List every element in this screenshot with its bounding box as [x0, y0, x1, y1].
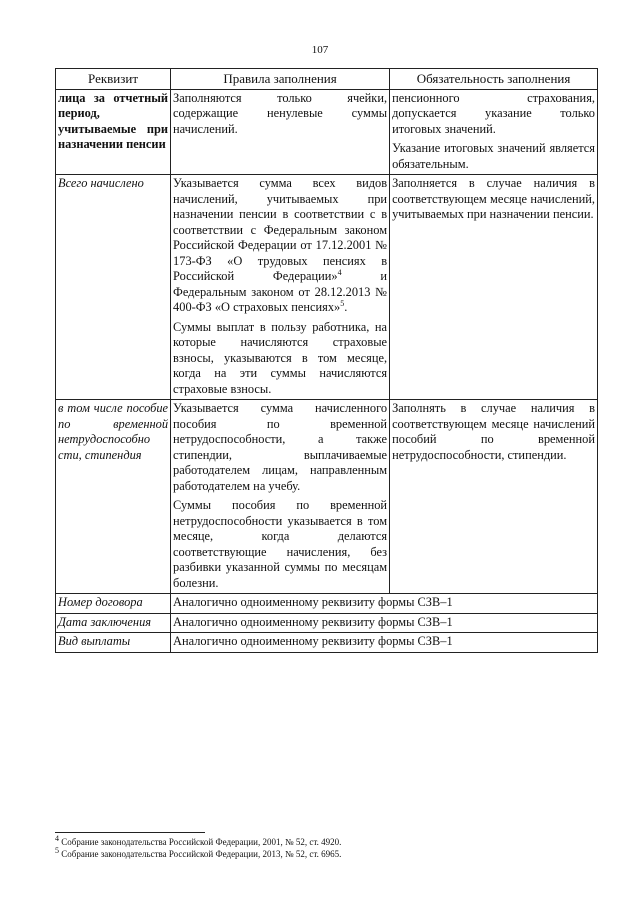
- required-cell: Заполняется в случае наличия в соответствующем месяце начислений, учитываемых при назначении пенсии.: [390, 175, 598, 400]
- footnotes: [55, 836, 595, 860]
- table-row: [56, 175, 598, 400]
- rules-cell: Аналогично одноименному реквизиту формы СЗВ–1: [171, 594, 598, 614]
- header-required: Обязательность заполнения: [390, 69, 598, 90]
- rules-cell: Аналогично одноименному реквизиту формы СЗВ–1: [171, 633, 598, 653]
- requisite-name: в том числе пособие по временной нетрудоспособно сти, стипендия: [56, 400, 171, 594]
- footnote-ref: 5: [340, 298, 345, 308]
- requisite-name: Вид выплаты: [56, 633, 171, 653]
- table-header-row: [56, 69, 598, 90]
- rules-text: Суммы пособия по временной нетрудоспособности указывается в том месяце, когда делаются соответствующие начисления, без разбивки указанной суммы по месяцам болезни.: [173, 498, 388, 590]
- rules-cell: Аналогично одноименному реквизиту формы СЗВ–1: [171, 613, 598, 633]
- rules-cell: [171, 400, 390, 594]
- table-row: [56, 633, 598, 653]
- footnote-divider: [55, 832, 205, 833]
- requisite-name: Дата заключения: [56, 613, 171, 633]
- table-row: [56, 613, 598, 633]
- page-number: 107: [311, 44, 329, 56]
- footnote-ref: 4: [337, 267, 342, 277]
- required-cell: [390, 89, 598, 175]
- header-requisite: Реквизит: [56, 69, 171, 90]
- requisite-name: Номер договора: [56, 594, 171, 614]
- rules-text: Указывается сумма всех видов начислений, учитываемых при назначении пенсии в соответствии с в соответствии с Федеральным законом Российской Федерации от 17.12.2001 № 173-ФЗ «О трудовых пенсиях в Российской Федерации»$^4$ и Федеральным законом от 28.12.2013 № 400-ФЗ «О страховых пенсиях»$^5$.: [173, 176, 388, 314]
- table-row: [56, 400, 598, 594]
- required-cell: Заполнять в случае наличия в соответствующем месяце начислений пособий по временной нетрудоспособности, стипендии.: [390, 400, 598, 594]
- requisites-table: [55, 68, 598, 653]
- footnote: $^4$ Собрание законодательства Российской Федерации, 2001, № 52, ст. 4920.: [55, 834, 342, 847]
- rules-cell: [171, 175, 390, 400]
- required-text: пенсионного страхования, допускается указание только итоговых значений.: [392, 90, 595, 136]
- table-row: [56, 89, 598, 175]
- footnote: $^5$ Собрание законодательства Российской Федерации, 2013, № 52, ст. 6965.: [55, 846, 342, 859]
- required-text: Указание итоговых значений является обязательным.: [392, 141, 595, 171]
- rules-text: Указывается сумма начисленного пособия по временной нетрудоспособности, а также стипендии, выплачиваемые работодателем лицам, направленным работодателем на учебу.: [173, 401, 388, 493]
- table-row: [56, 594, 598, 614]
- header-rules: Правила заполнения: [171, 69, 390, 90]
- requisite-name: Всего начислено: [56, 175, 171, 400]
- rules-text: Суммы выплат в пользу работника, на которые начисляются страховые взносы, указываются в том месяце, когда на эти суммы начисляются страховые взносы.: [173, 319, 388, 396]
- requisite-name: лица за отчетный период, учитываемые при назначении пенсии: [56, 89, 171, 175]
- rules-cell: Заполняются только ячейки, содержащие ненулевые суммы начислений.: [171, 89, 390, 175]
